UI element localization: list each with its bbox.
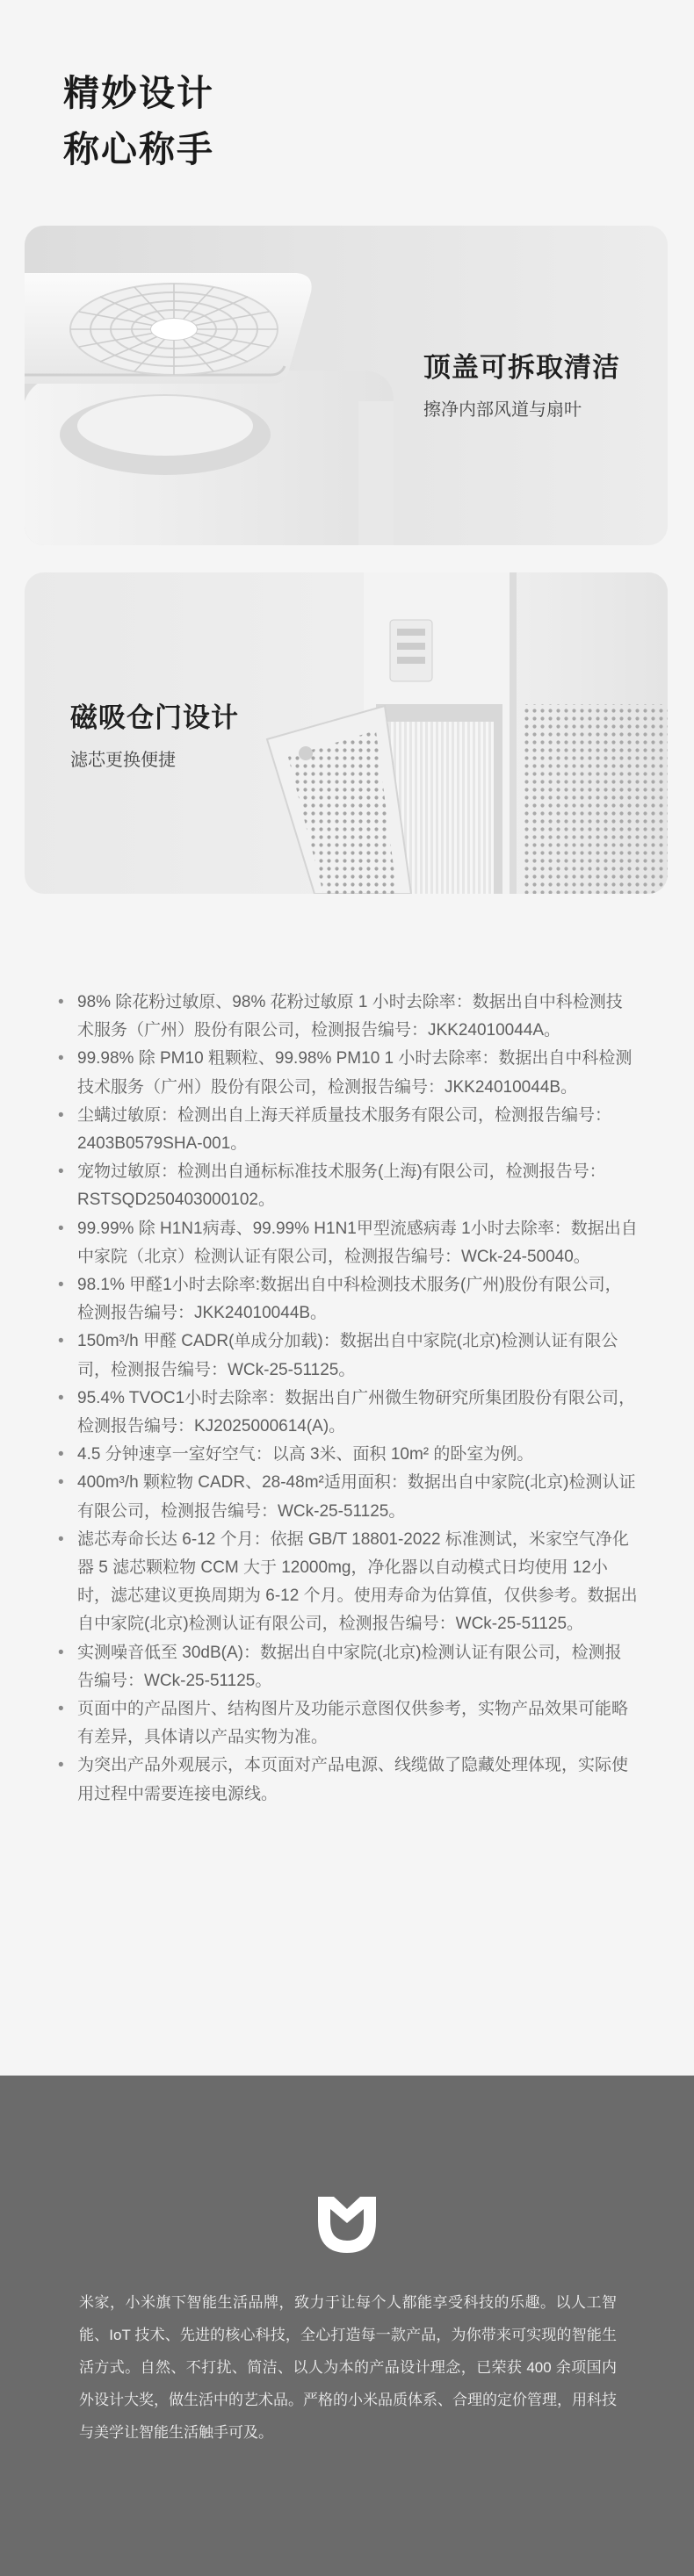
section-title-line-1: 精妙设计 [63,72,214,114]
section-title-line-2: 称心称手 [63,128,214,170]
brand-description: 米家，小米旗下智能生活品牌，致力于让每个人都能享受科技的乐趣。以人工智能、IoT 技术、先进的核心科技，全心打造每一款产品，为你带来可实现的智能生活方式。自然、不打扰、简洁、以人为本的产品设计理念，已荣获 400 余项国内外设计大奖，做生活中的艺术品。严格的小米品质体系、合理的定价管理，用科技与美学让智能生活触手可及。 [79,2294,617,2441]
feature-card-top-cover [25,226,668,545]
note-item: • 99.98% 除 PM10 粗颗粒、99.98% PM10 1 小时去除率：数据出自中科检测技术服务（广州）股份有限公司，检测报告编号：JKK24010044B。 [58,1045,638,1101]
feature-subtitle: 擦净内部风道与扇叶 [423,399,582,420]
note-item: • 尘螨过敏原：检测出自上海天祥质量技术服务有限公司，检测报告编号：2403B0579SHA-001。 [58,1102,638,1158]
note-item: • 99.99% 除 H1N1病毒、99.99% H1N1甲型流感病毒 1小时去除率：数据出自中家院（北京）检测认证有限公司，检测报告编号：WCk-24-50040。 [58,1215,638,1271]
note-item: • 为突出产品外观展示，本页面对产品电源、线缆做了隐藏处理体现，实际使用过程中需要连接电源线。 [58,1752,638,1808]
feature-card-magnetic-door [25,572,668,894]
note-item: • 宠物过敏原：检测出自通标标准技术服务(上海)有限公司，检测报告号：RSTSQD250403000102。 [58,1158,638,1214]
note-item: • 页面中的产品图片、结构图片及功能示意图仅供参考，实物产品效果可能略有差异，具体请以产品实物为准。 [58,1695,638,1752]
feature-title: 磁吸仓门设计 [70,702,239,734]
section-title [63,65,214,177]
disclaimer-notes-list [58,989,638,1809]
note-item: • 滤芯寿命长达 6-12 个月：依据 GB/T 18801-2022 标准测试，米家空气净化器 5 滤芯颗粒物 CCM 大于 12000mg，净化器以自动模式日均使用 12小时，滤芯建议更换周期为 6-12 个月。使用寿命为估算值，仅供参考。数据出自中家院(北京)检测认证有限公司，检测报告编号：WCk-25-51125。 [58,1526,638,1639]
note-item: • 实测噪音低至 30dB(A)：数据出自中家院(北京)检测认证有限公司，检测报告编号：WCk-25-51125。 [58,1639,638,1695]
mijia-logo-icon [313,2190,381,2258]
note-item: • 4.5 分钟速享一室好空气：以高 3米、面积 10m² 的卧室为例。 [58,1441,638,1469]
note-item: • 400m³/h 颗粒物 CADR、28-48m²适用面积：数据出自中家院(北京)检测认证有限公司，检测报告编号：WCk-25-51125。 [58,1469,638,1525]
feature-subtitle: 滤芯更换便捷 [70,749,176,770]
note-item: • 150m³/h 甲醛 CADR(单成分加载)：数据出自中家院(北京)检测认证有限公司，检测报告编号：WCk-25-51125。 [58,1328,638,1384]
feature-title: 顶盖可拆取清洁 [423,352,620,384]
note-item: • 98.1% 甲醛1小时去除率:数据出自中科检测技术服务(广州)股份有限公司，检测报告编号：JKK24010044B。 [58,1271,638,1328]
note-item: • 95.4% TVOC1小时去除率：数据出自广州微生物研究所集团股份有限公司，检测报告编号：KJ2025000614(A)。 [58,1385,638,1441]
purifier-top-cover-image [25,226,668,545]
note-item: • 98% 除花粉过敏原、98% 花粉过敏原 1 小时去除率：数据出自中科检测技术服务（广州）股份有限公司，检测报告编号：JKK24010044A。 [58,989,638,1045]
brand-footer [0,2076,694,2576]
